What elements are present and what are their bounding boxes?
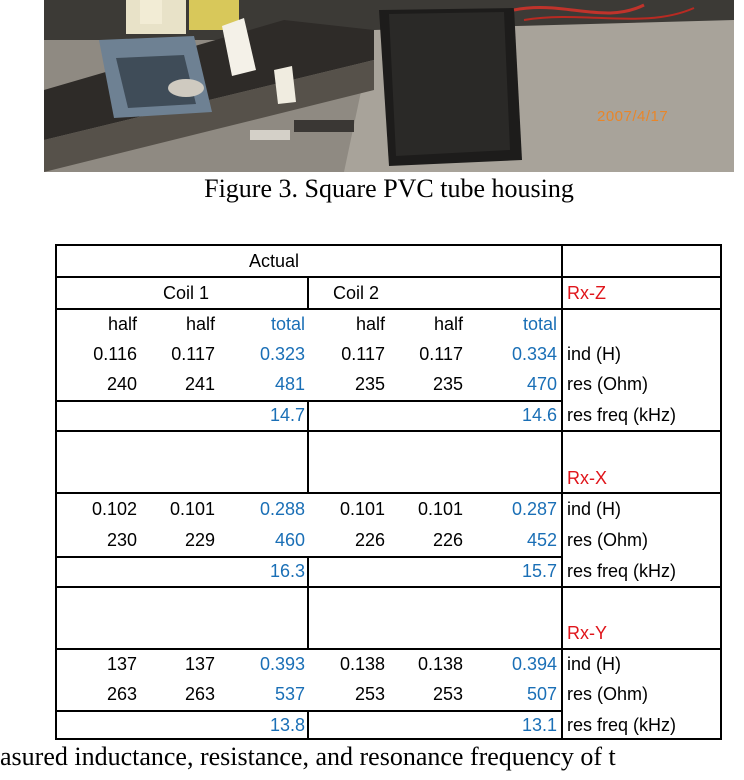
value-cell: 0.101 xyxy=(169,499,215,519)
hline-x-freq-bottom xyxy=(55,586,722,588)
subheader-half: half xyxy=(185,314,215,334)
total-value-cell: 470 xyxy=(526,374,557,394)
row-label-freq: res freq (kHz) xyxy=(567,561,677,581)
measurement-table xyxy=(55,244,722,740)
total-value-cell: 0.323 xyxy=(259,344,305,364)
pvc-housing-photo xyxy=(44,0,734,172)
value-cell: 0.101 xyxy=(417,499,463,519)
freq-coil1-cell: 14.7 xyxy=(269,405,305,425)
freq-coil2-cell: 13.1 xyxy=(521,715,557,735)
freq-coil1-cell: 16.3 xyxy=(269,561,305,581)
value-cell: 0.102 xyxy=(91,499,137,519)
total-value-cell: 507 xyxy=(526,684,557,704)
hline-x-start xyxy=(55,492,722,494)
row-label-ind: ind (H) xyxy=(567,499,622,519)
value-cell: 230 xyxy=(106,530,137,550)
subheader-total: total xyxy=(522,314,557,334)
subheader-half: half xyxy=(107,314,137,334)
value-cell: 226 xyxy=(432,530,463,550)
value-cell: 235 xyxy=(354,374,385,394)
total-value-cell: 460 xyxy=(274,530,305,550)
value-cell: 241 xyxy=(184,374,215,394)
freq-coil2-cell: 15.7 xyxy=(521,561,557,581)
subheader-half: half xyxy=(433,314,463,334)
actual-header: Actual xyxy=(249,251,300,271)
axis-label-rx-y: Rx-Y xyxy=(567,623,607,643)
value-cell: 0.138 xyxy=(339,654,385,674)
axis-label-rx-z: Rx-Z xyxy=(567,283,606,303)
value-cell: 0.116 xyxy=(93,344,137,364)
freq-coil1-cell: 13.8 xyxy=(269,715,305,735)
total-value-cell: 0.288 xyxy=(259,499,305,519)
value-cell: 0.117 xyxy=(341,344,385,364)
value-cell: 253 xyxy=(354,684,385,704)
freq-coil2-cell: 14.6 xyxy=(521,405,557,425)
row-label-freq: res freq (kHz) xyxy=(567,715,677,735)
row-label-ind: ind (H) xyxy=(567,654,622,674)
total-value-cell: 452 xyxy=(526,530,557,550)
value-cell: 0.117 xyxy=(171,344,215,364)
value-cell: 229 xyxy=(184,530,215,550)
subheader-half: half xyxy=(355,314,385,334)
coil1-label: Coil 1 xyxy=(163,283,210,303)
total-value-cell: 0.394 xyxy=(511,654,557,674)
hline-actual xyxy=(55,276,722,278)
coil2-label: Coil 2 xyxy=(333,283,380,303)
row-label-res: res (Ohm) xyxy=(567,684,648,704)
total-value-cell: 0.287 xyxy=(511,499,557,519)
value-cell: 263 xyxy=(106,684,137,704)
row-label-freq: res freq (kHz) xyxy=(567,405,677,425)
total-value-cell: 537 xyxy=(274,684,305,704)
value-cell: 253 xyxy=(432,684,463,704)
value-cell: 226 xyxy=(354,530,385,550)
table-caption: asured inductance, resistance, and resonance frequency of t xyxy=(0,742,616,771)
total-value-cell: 481 xyxy=(274,374,305,394)
value-cell: 263 xyxy=(184,684,215,704)
value-cell: 0.138 xyxy=(417,654,463,674)
table-border-top xyxy=(55,244,722,246)
total-value-cell: 0.393 xyxy=(259,654,305,674)
hline-z-freq-bottom xyxy=(55,430,722,432)
value-cell: 0.117 xyxy=(419,344,463,364)
photo-date-stamp: 2007/4/17 xyxy=(597,108,669,125)
value-cell: 0.101 xyxy=(339,499,385,519)
value-cell: 137 xyxy=(184,654,215,674)
row-label-res: res (Ohm) xyxy=(567,374,648,394)
subheader-total: total xyxy=(270,314,305,334)
figure-caption: Figure 3. Square PVC tube housing xyxy=(204,174,574,203)
coil-divider-1 xyxy=(307,276,309,310)
row-label-res: res (Ohm) xyxy=(567,530,648,550)
axis-label-rx-x: Rx-X xyxy=(567,468,607,488)
total-value-cell: 0.334 xyxy=(511,344,557,364)
photo-scene xyxy=(44,0,734,172)
value-cell: 240 xyxy=(106,374,137,394)
row-label-ind: ind (H) xyxy=(567,344,622,364)
value-cell: 235 xyxy=(432,374,463,394)
value-cell: 137 xyxy=(106,654,137,674)
